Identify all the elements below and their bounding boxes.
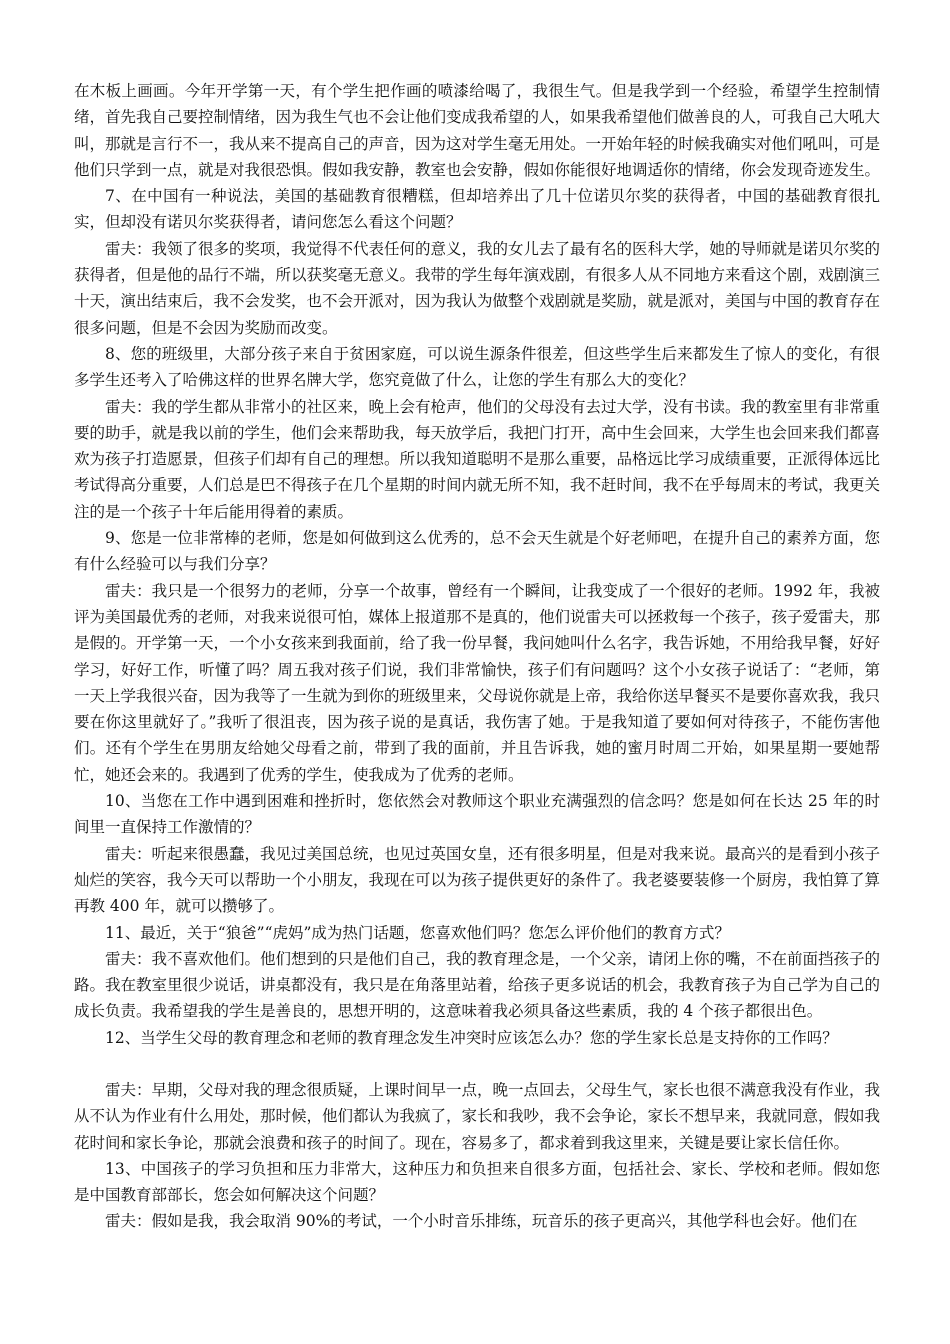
question-9: 9、您是一位非常棒的老师，您是如何做到这么优秀的，总不会天生就是个好老师吧，在提升自己的素养方面，您有什么经验可以与我们分享？ <box>74 529 880 574</box>
answer-11: 雷夫：我不喜欢他们。他们想到的只是他们自己，我的教育理念是，一个父亲，请闭上你的嘴，不在前面挡孩子的路。我在教室里很少说话，讲桌都没有，我只是在角落里站着，给孩子更多说话的机会，我教育孩子为自己学为自己的成长负责。我希望我的学生是善良的，思想开明的，这意味着我必须具备这些素质，我的 4 个孩子都很出色。 <box>74 949 881 1021</box>
question-10: 10、当您在工作中遇到困难和挫折时，您依然会对教师这个职业充满强烈的信念吗？您是如何在长达 25 年的时间里一直保持工作激情的？ <box>74 792 880 837</box>
question-11: 11、最近，关于“狼爸”“虎妈”成为热门话题，您喜欢他们吗？您怎么评价他们的教育方式？ <box>105 923 730 942</box>
question-7: 7、在中国有一种说法，美国的基础教育很糟糕，但却培养出了几十位诺贝尔奖的获得者，中国的基础教育很扎实，但却没有诺贝尔奖获得者，请问您怎么看这个问题？ <box>74 187 880 232</box>
answer-10: 雷夫：听起来很愚蠢，我见过美国总统，也见过英国女皇，还有很多明星，但是对我来说。最高兴的是看到小孩子灿烂的笑容，我今天可以帮助一个小朋友，我现在可以为孩子提供更好的条件了。我老婆要装修一个厨房，我怕算了算再教 400 年，就可以攒够了。 <box>74 844 881 916</box>
answer-7: 雷夫：我领了很多的奖项，我觉得不代表任何的意义，我的女儿去了最有名的医科大学，她的导师就是诺贝尔奖的获得者，但是他的品行不端，所以获奖毫无意义。我带的学生每年演戏剧，有很多人从不同地方来看这个剧，戏剧演三十天，演出结束后，我不会发奖，也不会开派对，因为我认为做整个戏剧就是奖励，就是派对，美国与中国的教育存在很多问题，但是不会因为奖励而改变。 <box>74 239 881 337</box>
answer-13: 雷夫：假如是我，我会取消 90%的考试，一个小时音乐排练，玩音乐的孩子更高兴，其他学科也会好。他们在 <box>105 1212 858 1231</box>
question-8: 8、您的班级里，大部分孩子来自于贫困家庭，可以说生源条件很差，但这些学生后来都发生了惊人的变化，有很多学生还考入了哈佛这样的世界名牌大学，您究竟做了什么，让您的学生有那么大的变化？ <box>74 344 880 390</box>
answer-12: 雷夫：早期，父母对我的理念很质疑，上课时间早一点，晚一点回去，父母生气，家长也很不满意我没有作业，我从不认为作业有什么用处，那时候，他们都认为我疯了，家长和我吵，我不会争论，家长不想早来，我就同意，假如我花时间和家长争论，那就会浪费和孩子的时间了。现在，容易多了，都求着到我这里来，关键是要让家长信任你。 <box>74 1080 881 1152</box>
document-body <box>74 78 880 1235</box>
paragraph-continuation: 在木板上画画。今年开学第一天，有个学生把作画的喷漆给喝了，我很生气。但是我学到一个经验，希望学生控制情绪，首先我自己要控制情绪，因为我生气也不会让他们变成我希望的人，如果我希望他们做善良的人，可我自己大吼大叫，那就是言行不一，我从来不提高自己的声音，因为这对学生毫无用处。一开始年轻的时候我确实对他们吼叫，可是他们只学到一点，就是对我很恐惧。假如我安静，教室也会安静，假如你能很好地调适你的情绪，你会发现奇迹发生。 <box>74 82 881 179</box>
answer-9: 雷夫：我只是一个很努力的老师，分享一个故事，曾经有一个瞬间，让我变成了一个很好的老师。1992 年，我被评为美国最优秀的老师，对我来说很可怕，媒体上报道那不是真的，他们说雷夫可以拯救每一个孩子，孩子爱雷夫，那是假的。开学第一天，一个小女孩来到我面前，给了我一份早餐，我问她叫什么名字，我告诉她，不用给我早餐，好好学习，好好工作，听懂了吗？周五我对孩子们说，我们非常愉快，孩子们有问题吗？这个小女孩子说话了：“老师，第一天上学我很兴奋，因为我等了一生就为到你的班级里来，父母说你就是上帝，我给你送早餐买不是要你喜欢我，我只要在你这里就好了。”我听了很沮丧，因为孩子说的是真话，我伤害了她。于是我知道了要如何对待孩子，不能伤害他们。还有个学生在男朋友给她父母看之前，带到了我的面前，并且告诉我，她的蜜月时周二开始，如果星期一要她帮忙，她还会来的。我遇到了优秀的学生，使我成为了优秀的老师。 <box>74 581 881 784</box>
answer-8: 雷夫：我的学生都从非常小的社区来，晚上会有枪声，他们的父母没有去过大学，没有书读。我的教室里有非常重要的助手，就是我以前的学生，他们会来帮助我，每天放学后，我把门打开，高中生会回来，大学生也会回来我们都喜欢为孩子打造愿景，但孩子们却有自己的理想。所以我知道聪明不是那么重要，品格远比学习成绩重要，正派得体远比考试得高分重要，人们总是巴不得孩子在几个星期的时间内就无所不知，我不赶时间，我不在乎每周末的考试，我更关注的是一个孩子十年后能用得着的素质。 <box>74 397 881 521</box>
question-12: 12、当学生父母的教育理念和老师的教育理念发生冲突时应该怎么办？您的学生家长总是支持你的工作吗？ <box>105 1028 838 1047</box>
question-13: 13、中国孩子的学习负担和压力非常大，这种压力和负担来自很多方面，包括社会、家长、学校和老师。假如您是中国教育部部长，您会如何解决这个问题？ <box>74 1159 880 1205</box>
